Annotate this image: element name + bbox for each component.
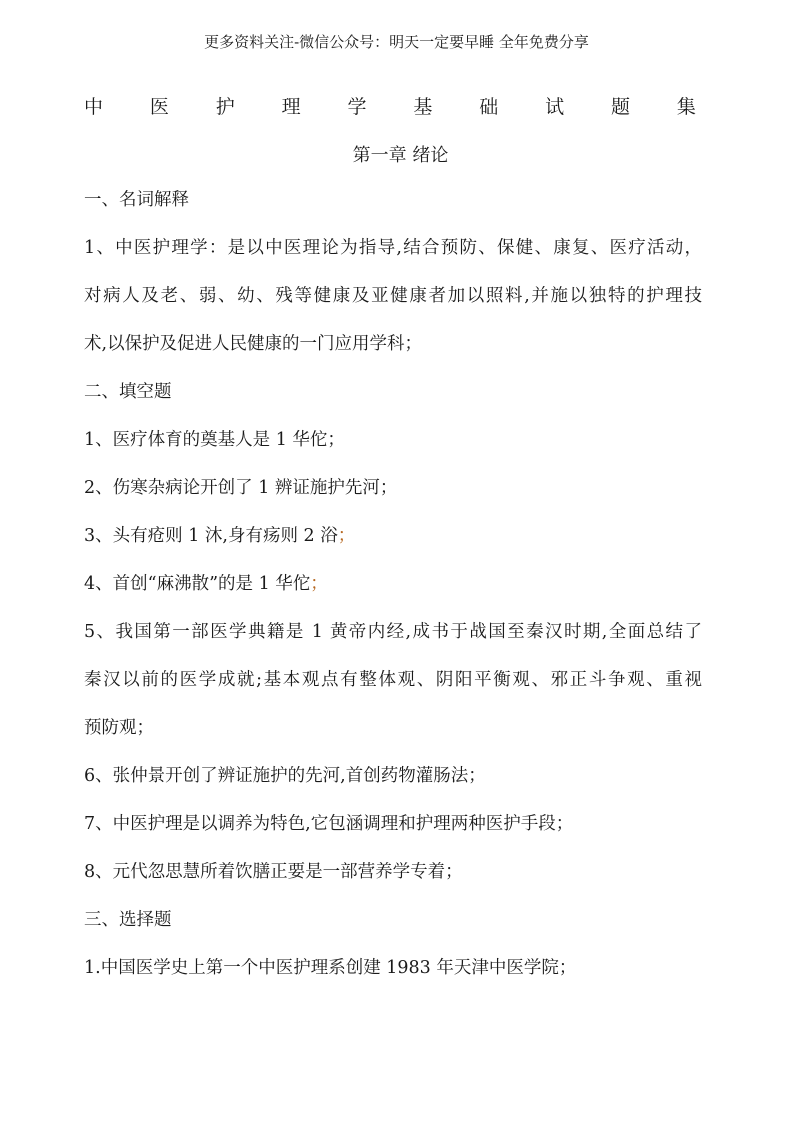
fill-item: 预防观；: [84, 718, 154, 738]
fill-item-text: 3、头有疮则 1 沐,身有疡则 2 浴: [84, 526, 338, 546]
section-heading: 一、名词解释: [84, 190, 189, 210]
title-char: 护: [215, 96, 235, 118]
fill-item: 1、医疗体育的奠基人是 1 华佗；: [84, 430, 345, 450]
chapter-heading: 第一章 绪论: [352, 145, 449, 166]
fill-item: 6、张仲景开创了辨证施护的先河,首创药物灌肠法；: [84, 766, 486, 786]
title-char: 基: [413, 96, 433, 118]
title-char: 试: [545, 96, 565, 118]
definition-line: 对病人及老、弱、幼、残等健康及亚健康者加以照料,并施以独特的护理技: [84, 286, 702, 306]
definition-line: 1、中医护理学：是以中医理论为指导,结合预防、保健、康复、医疗活动，: [84, 238, 702, 258]
choice-item: 1.中国医学史上第一个中医护理系创建 1983 年天津中医学院；: [84, 958, 577, 978]
fill-item: 2、伤寒杂病论开创了 1 辨证施护先河；: [84, 478, 398, 498]
accent-semicolon: ；: [337, 526, 356, 546]
accent-semicolon: ；: [310, 574, 328, 594]
title-char: 学: [347, 96, 367, 118]
section-heading: 三、选择题: [84, 910, 172, 930]
page-header: 更多资料关注-微信公众号：明天一定要早睡 全年免费分享: [204, 33, 589, 51]
title-char: 医: [149, 96, 169, 118]
document-title: [84, 92, 696, 119]
section-heading: 二、填空题: [84, 382, 172, 402]
title-char: 题: [611, 96, 631, 118]
title-char: 理: [281, 96, 301, 118]
fill-item: [84, 572, 328, 596]
fill-item: 7、中医护理是以调养为特色,它包涵调理和护理两种医护手段；: [84, 814, 574, 834]
fill-item: 5、我国第一部医学典籍是 1 黄帝内经,成书于战国至秦汉时期,全面总结了: [84, 622, 702, 642]
fill-item: [84, 524, 355, 548]
fill-item-text: 4、首创“麻沸散”的是 1 华佗: [84, 574, 311, 594]
fill-item: 8、元代忽思慧所着饮膳正要是一部营养学专着；: [84, 862, 463, 882]
title-char: 础: [479, 96, 499, 118]
definition-line: 术,以保护及促进人民健康的一门应用学科；: [84, 334, 423, 354]
fill-item: 秦汉以前的医学成就;基本观点有整体观、阴阳平衡观、邪正斗争观、重视: [84, 670, 702, 690]
title-char: 中: [84, 96, 104, 118]
title-char: 集: [676, 96, 696, 118]
